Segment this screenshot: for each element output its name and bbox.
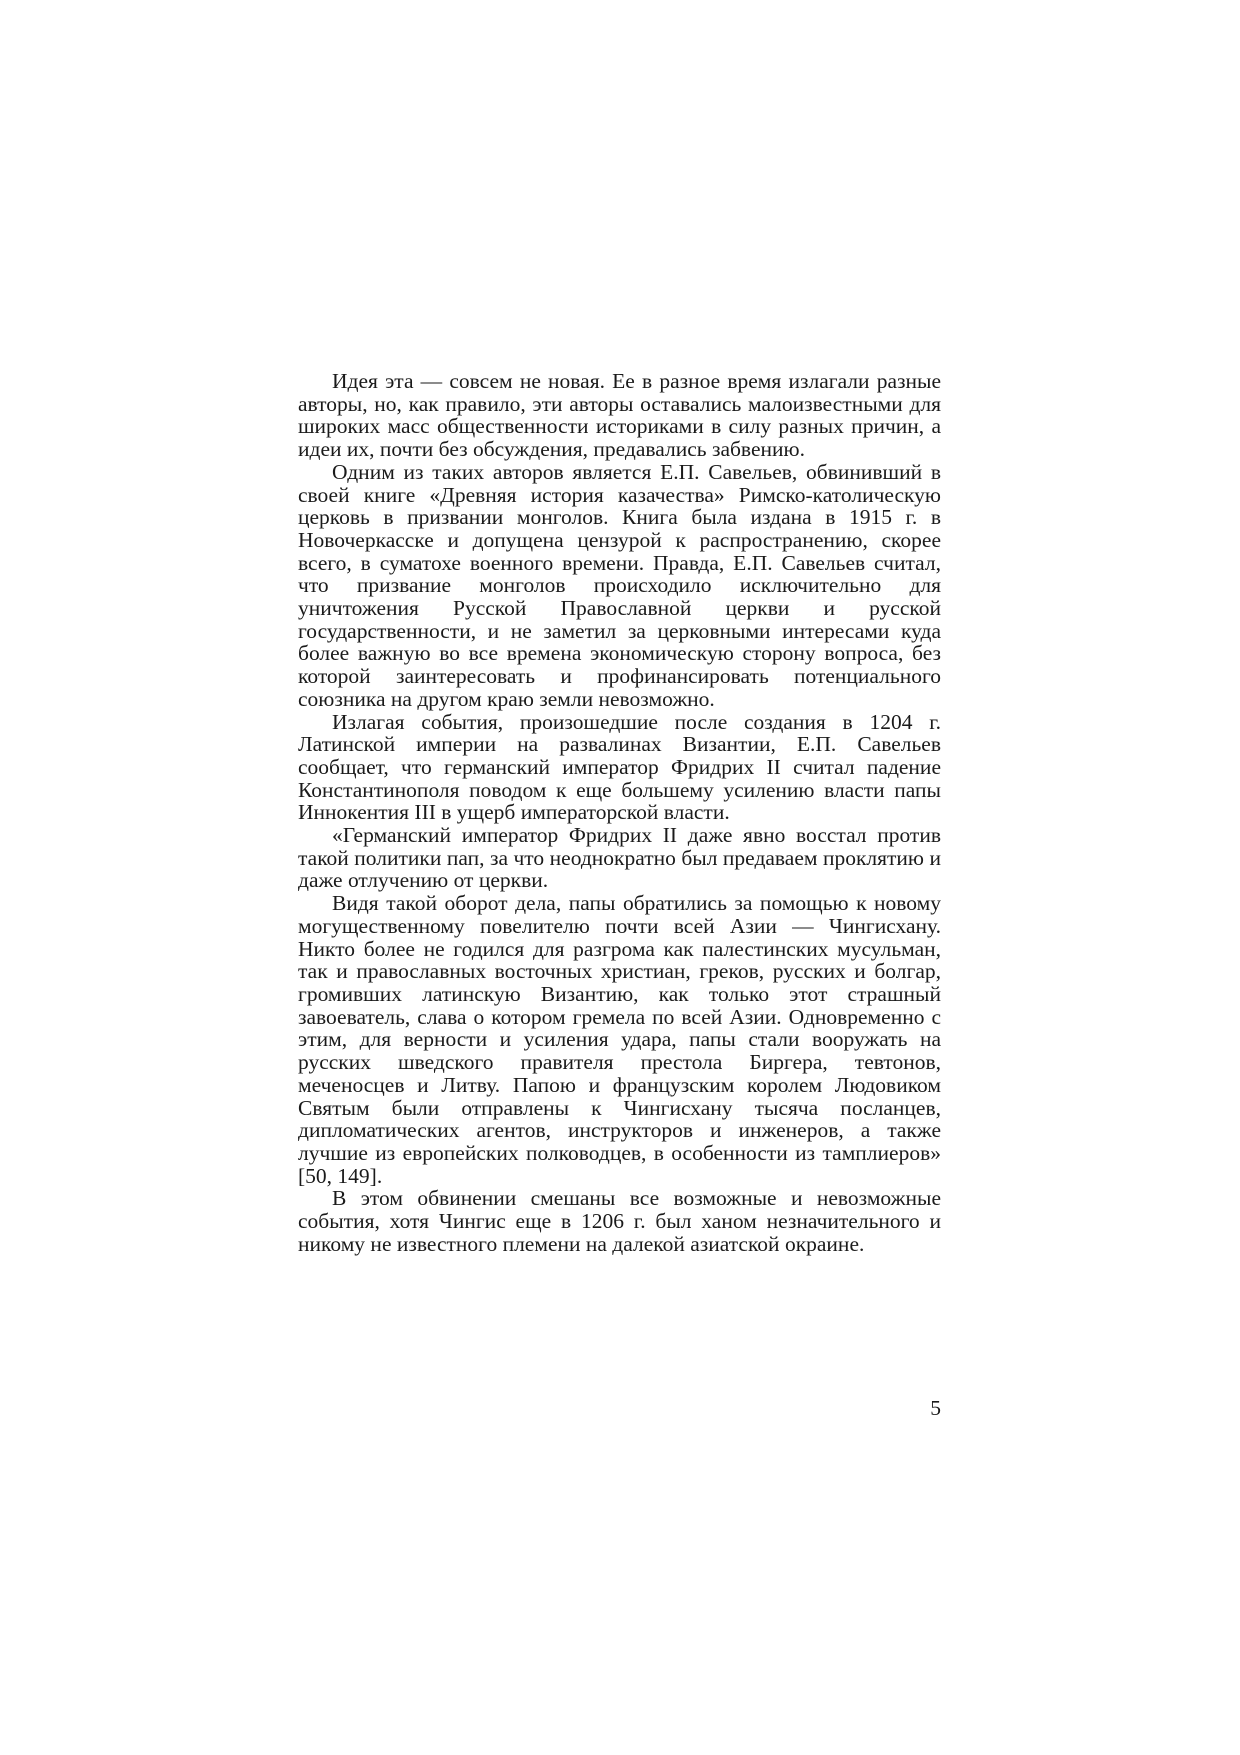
body-text	[298, 370, 941, 1255]
paragraph-1: Идея эта — совсем не новая. Ее в разное время излагали разные авторы, но, как правило, эти авторы оставались малоизвестными для широких масс общественности историками в силу разных причин, а идеи их, почти без обсуждения, предавались забвению.	[298, 369, 941, 462]
paragraph-2: Одним из таких авторов является Е.П. Савельев, обвинивший в своей книге «Древняя история казачества» Римско-католическую церковь в призвании монголов. Книга была издана в 1915 г. в Новочеркасске и допущена цензурой к распространению, скорее всего, в суматохе военного времени. Правда, Е.П. Савельев считал, что призвание монголов происходило исключительно для уничтожения Русской Православной церкви и русской государственности, и не заметил за церковными интересами куда более важную во все времена экономическую сторону вопроса, без которой заинтересовать и профинансировать потенциального союзника на другом краю земли невозможно.	[298, 459, 941, 711]
paragraph-4: «Германский император Фридрих II даже явно восстал против такой политики пап, за что неоднократно был предаваем проклятию и даже отлучению от церкви.	[298, 823, 941, 893]
paragraph-3: Излагая события, произошедшие после создания в 1204 г. Латинской империи на развалинах Византии, Е.П. Савельев сообщает, что германский император Фридрих II считал падение Константинополя поводом к еще большему усилению власти папы Иннокентия III в ущерб императорской власти.	[298, 709, 941, 825]
page-number: 5	[930, 1396, 941, 1420]
paragraph-6: В этом обвинении смешаны все возможные и невозможные события, хотя Чингис еще в 1206 г. был ханом незначительного и никому не известного племени на далекой азиатской окраине.	[298, 1186, 941, 1256]
paragraph-5: Видя такой оборот дела, папы обратились за помощью к новому могущественному повелителю почти всей Азии — Чингисхану. Никто более не годился для разгрома как палестинских мусульман, так и православных восточных христиан, греков, русских и болгар, громивших латинскую Византию, как только этот страшный завоеватель, слава о котором гремела по всей Азии. Одновременно с этим, для верности и усиления удара, папы стали вооружать на русских шведского правителя престола Биргера, тевтонов, меченосцев и Литву. Папою и французским королем Людовиком Святым были отправлены к Чингисхану тысяча посланцев, дипломатических агентов, инструкторов и инженеров, а также лучшие из европейских полководцев, в особенности из тамплиеров» [50, 149].	[298, 891, 941, 1188]
